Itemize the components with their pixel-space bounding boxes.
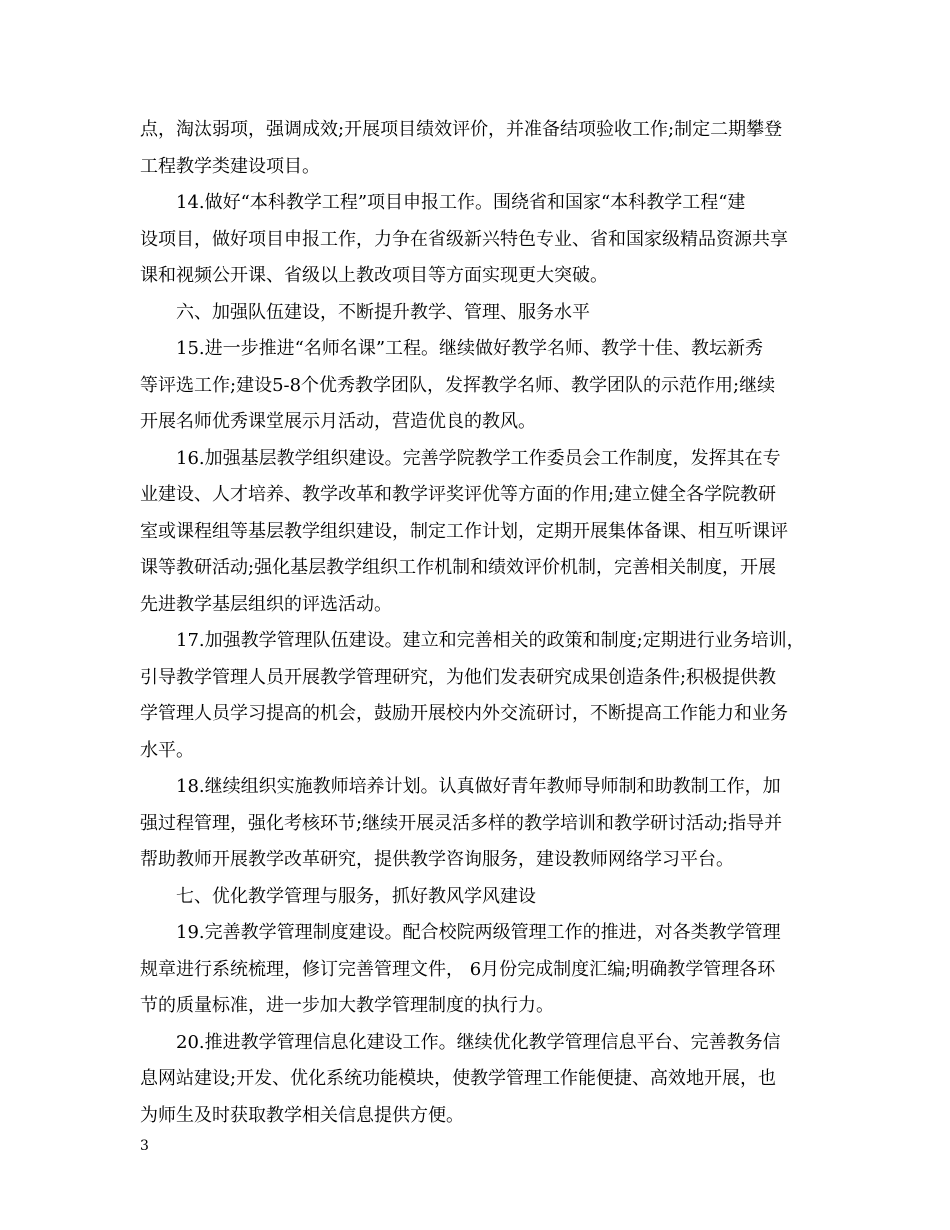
text-line: 课等教研活动;强化基层教学组织工作机制和绩效评价机制，完善相关制度，开展 <box>140 557 777 578</box>
section-heading: 六、加强队伍建设，不断提升教学、管理、服务水平 <box>176 302 590 323</box>
text-line: 开展名师优秀课堂展示月活动，营造优良的教风。 <box>140 411 536 432</box>
text-line: 课和视频公开课、省级以上教改项目等方面实现更大突破。 <box>140 265 608 286</box>
text-line: 室或课程组等基层教学组织建设，制定工作计划，定期开展集体备课、相互听课评 <box>140 521 788 542</box>
text-line: 设项目，做好项目申报工作，力争在省级新兴特色专业、省和国家级精品资源共享 <box>140 229 788 250</box>
section-heading: 七、优化教学管理与服务，抓好教风学风建设 <box>176 886 536 907</box>
text-line: 工程教学类建设项目。 <box>140 156 320 177</box>
text-line: 水平。 <box>140 740 194 761</box>
text-line: 为师生及时获取教学相关信息提供方便。 <box>140 1105 464 1126</box>
text-line: 14.做好“本科教学工程”项目申报工作。围绕省和国家“本科教学工程“建 <box>176 192 746 213</box>
text-line: 学管理人员学习提高的机会，鼓励开展校内外交流研讨，不断提高工作能力和业务 <box>140 703 788 724</box>
text-line: 16.加强基层教学组织建设。完善学院教学工作委员会工作制度，发挥其在专 <box>176 448 781 469</box>
text-line: 点，淘汰弱项，强调成效;开展项目绩效评价，并准备结项验收工作;制定二期攀登 <box>140 119 783 140</box>
text-line: 先进教学基层组织的评选活动。 <box>140 594 392 615</box>
text-line: 15.进一步推进“名师名课”工程。继续做好教学名师、教学十佳、教坛新秀 <box>176 338 764 359</box>
text-line: 18.继续组织实施教师培养计划。认真做好青年教师导师制和助教制工作，加 <box>176 776 781 797</box>
text-line: 帮助教师开展教学改革研究，提供教学咨询服务，建设教师网络学习平台。 <box>140 849 734 870</box>
text-line: 强过程管理，强化考核环节;继续开展灵活多样的教学培训和教学研讨活动;指导并 <box>140 813 783 834</box>
text-line: 17.加强教学管理队伍建设。建立和完善相关的政策和制度;定期进行业务培训， <box>176 630 805 651</box>
text-line: 19.完善教学管理制度建设。配合校院两级管理工作的推进，对各类教学管理 <box>176 922 781 943</box>
text-line: 规章进行系统梳理，修订完善管理文件， 6月份完成制度汇编;明确教学管理各环 <box>140 959 776 980</box>
text-line: 20.推进教学管理信息化建设工作。继续优化教学管理信息平台、完善教务信 <box>176 1032 781 1053</box>
page-number: 3 <box>140 1138 149 1154</box>
text-line: 息网站建设;开发、优化系统功能模块，使教学管理工作能便捷、高效地开展，也 <box>140 1068 777 1089</box>
text-line: 业建设、人才培养、教学改革和教学评奖评优等方面的作用;建立健全各学院教研 <box>140 484 777 505</box>
text-line: 引导教学管理人员开展教学管理研究，为他们发表研究成果创造条件;积极提供教 <box>140 667 777 688</box>
text-line: 节的质量标准，进一步加大教学管理制度的执行力。 <box>140 995 554 1016</box>
text-line: 等评选工作;建设5-8个优秀教学团队，发挥教学名师、教学团队的示范作用;继续 <box>140 375 776 396</box>
